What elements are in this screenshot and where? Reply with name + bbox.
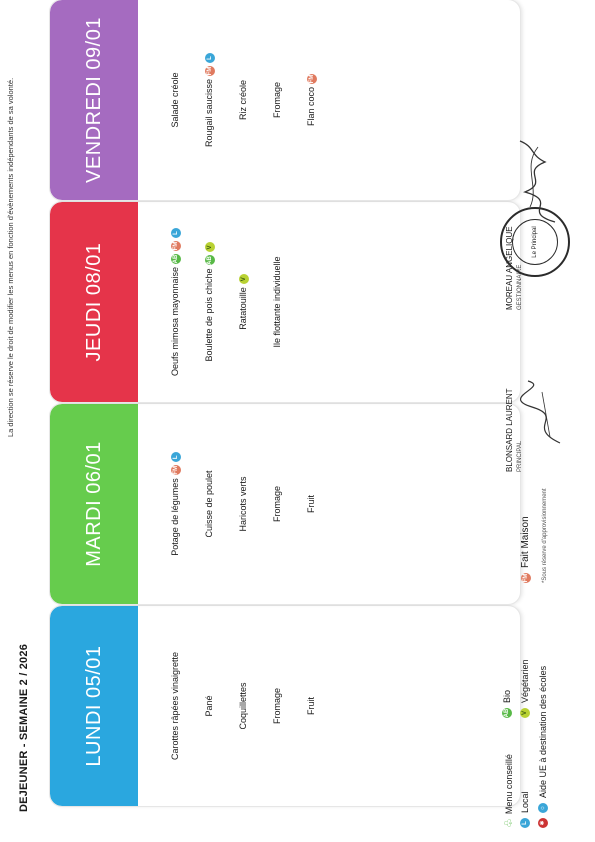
bio-icon: AB <box>504 708 510 718</box>
menu-item <box>272 82 306 118</box>
legend <box>496 268 581 828</box>
day-card <box>50 606 520 806</box>
menu-item <box>306 697 340 715</box>
menu-item-label: Flan coco <box>306 86 316 127</box>
menu-item-label: Boulette de pois chiche <box>204 268 214 362</box>
menu-item <box>238 682 272 729</box>
local-icon: L <box>520 818 530 828</box>
menu-item-label: Salade créole <box>170 72 180 128</box>
local-icon: L <box>205 53 215 63</box>
day-header: VENDREDI 09/01 <box>50 0 138 200</box>
page-title: DEJEUNER - SEMAINE 2 / 2026 <box>18 643 30 812</box>
day-header: JEUDI 08/01 <box>50 202 138 402</box>
legend-vegetarien <box>520 659 530 718</box>
vegetarian-icon: V <box>205 242 215 252</box>
menu-item-label: Fromage <box>272 82 282 119</box>
menu-item <box>170 72 204 127</box>
menu-item <box>204 695 238 716</box>
vegetarian-icon: V <box>239 274 249 284</box>
day-menu-list <box>138 404 340 604</box>
stamp-center: Le Principal <box>512 219 558 265</box>
bio-icon: AB <box>172 254 179 264</box>
menu-item-label: Haricots verts <box>238 476 248 532</box>
legend-menu-conseille <box>502 754 515 828</box>
menu-item-label: Fromage <box>272 486 282 523</box>
day-menu-list <box>138 606 340 806</box>
footnote-text: *Sous réserve d'approvisionnement <box>542 488 548 583</box>
legend-menu-conseille-label: Menu conseillé <box>503 754 514 815</box>
menu-item-label: Coquillettes <box>238 682 248 730</box>
day-header: LUNDI 05/01 <box>50 606 138 806</box>
legend-aide-ue <box>538 666 548 828</box>
menu-item <box>238 80 272 120</box>
menu-item <box>306 74 340 126</box>
local-icon: L <box>171 452 181 462</box>
legend-aide-ue-label: Aide UE à destination des écoles <box>538 665 548 798</box>
menu-item-label: Fruit <box>306 697 316 715</box>
principal-signature <box>520 377 570 447</box>
bio-icon: AB <box>206 256 213 265</box>
legend-footnote <box>542 488 548 583</box>
menu-item-label: Rougail saucisse <box>204 78 214 148</box>
menu-item-label: Potage de légumes <box>170 478 180 556</box>
menu-item <box>170 652 204 760</box>
day-menu-list <box>138 0 340 200</box>
homemade-icon: FM <box>172 241 179 251</box>
menu-item-label: Fromage <box>272 688 282 725</box>
menu-item-label: Ile flottante individuelle <box>272 256 282 348</box>
eu-icon: ✱ <box>538 818 548 828</box>
legend-fait-maison <box>520 516 531 583</box>
menu-item-label: Cuisse de poulet <box>204 470 214 538</box>
eu-school-icon: ☼ <box>538 803 548 813</box>
gestionnaire-signature <box>510 137 570 227</box>
day-card <box>50 0 520 200</box>
menu-item <box>204 470 238 537</box>
day-card <box>50 404 520 604</box>
menu-item-label: Ratatouille <box>238 287 248 330</box>
day-header: MARDI 06/01 <box>50 404 138 604</box>
homemade-icon: FM <box>308 74 315 84</box>
menu-item <box>238 274 272 330</box>
legend-fait-maison-label: Fait Maison <box>520 516 531 568</box>
menu-item <box>170 452 204 556</box>
notice-text: La direction se réserve le droit de modifier les menus en fonction d'évènements indépendants de sa volonté. <box>6 77 15 437</box>
menu-item <box>204 242 238 361</box>
homemade-icon: FM <box>522 573 529 583</box>
legend-local-label: Local <box>520 791 530 813</box>
principal-name: BLONSARD LAURENT <box>505 388 514 472</box>
vegetarian-icon: V <box>520 708 530 718</box>
menu-item <box>238 477 272 532</box>
day-card <box>50 202 520 402</box>
leaf-icon: ♧ <box>503 818 515 828</box>
legend-vegetarien-label: Végétarien <box>520 659 530 703</box>
menu-item-label: Fruit <box>306 495 316 513</box>
homemade-icon: FM <box>172 465 179 475</box>
gestionnaire-role: GESTIONNAIRE <box>517 264 523 310</box>
legend-bio-label: Bio <box>502 689 512 703</box>
menu-item-label: Pané <box>204 695 214 717</box>
menu-item-label: Oeufs mimosa mayonnaise <box>170 266 180 377</box>
homemade-icon: FM <box>206 66 213 76</box>
legend-local <box>520 791 530 828</box>
menu-item <box>272 256 306 347</box>
local-icon: L <box>171 228 181 238</box>
gestionnaire-name: MOREAU ANGELIQUE <box>505 226 514 310</box>
menu-item <box>272 688 306 724</box>
menu-item <box>204 53 238 147</box>
principal-role: PRINCIPAL <box>517 440 523 472</box>
menu-item <box>272 486 306 522</box>
legend-bio <box>502 690 512 718</box>
menu-item-label: Carottes râpées vinaigrette <box>170 651 180 761</box>
day-menu-list <box>138 202 306 402</box>
menu-item-label: Riz créole <box>238 80 248 121</box>
menu-item <box>306 495 340 513</box>
menu-item <box>170 228 204 376</box>
